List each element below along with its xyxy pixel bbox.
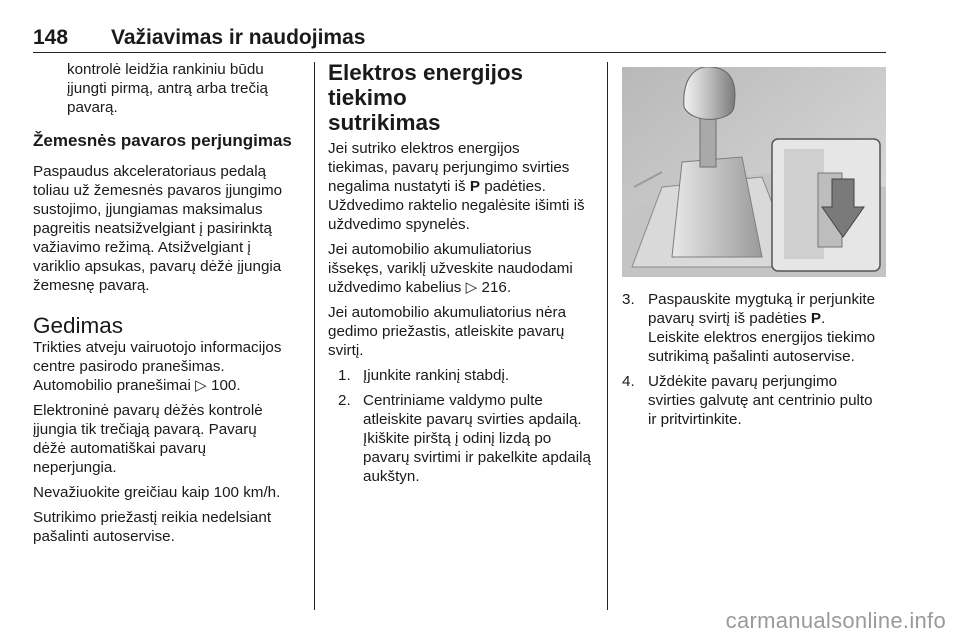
page-reference-link[interactable]: 100.: [211, 377, 241, 394]
power-failure-paragraph: Jei sutriko elektros energijos tiekimas, pavarų perjungimo svirties negalima nustatyti iš P padėties. Uždvedimo raktelio negalėsite išimti iš uždvedimo spynelės.: [328, 140, 585, 233]
page-reference-link[interactable]: 216.: [481, 279, 512, 296]
speed-warning: Nevažiuokite greičiau kaip 100 km/h.: [33, 484, 281, 501]
page-reference-icon: ▷: [195, 377, 207, 394]
list-item: 3. Paspauskite mygtuką ir perjunkite pavarų svirtį iš padėties P. Leiskite elektros energijos tiekimo sutrikimą pašalinti autoservise.: [622, 291, 876, 365]
column-divider-1: [314, 62, 315, 610]
transmission-paragraph: Elektroninė pavarų dėžės kontrolė įjungia tik trečiąją pavarą. Pavarų dėžė automatiškai pavarų neperjungia.: [33, 402, 263, 476]
intro-paragraph: kontrolė leidžia rankiniu būdu įjungti pirmą, antrą arba trečią pavarą.: [67, 61, 268, 116]
faults-paragraph: Trikties atveju vairuotojo informacijos centre pasirodo pranešimas. Automobilio pranešimai ▷ 100.: [33, 339, 282, 394]
column-divider-2: [607, 62, 608, 610]
heading-downshift: Žemesnės pavaros perjungimas: [33, 131, 292, 150]
page-reference-icon: ▷: [465, 279, 478, 296]
column-1: [33, 60, 301, 546]
page-header: [33, 22, 886, 53]
column-3: [622, 290, 886, 429]
heading-power-failure: Elektros energijos tiekimo sutrikimas: [328, 60, 524, 135]
downshift-paragraph: Paspaudus akceleratoriaus pedalą toliau už žemesnės pavaros įjungimo sustojimo, įjungiamas maksimalus pagreitis neatsižvelgiant į pasirinktą važiavimo režimą. Atsižvelgiant į variklio apsukas, pavarų dėžė įjungia žemesnę pavarą.: [33, 163, 283, 294]
steps-list: [328, 366, 598, 486]
service-paragraph: Sutrikimo priežastį reikia nedelsiant pašalinti autoservise.: [33, 509, 272, 545]
release-paragraph: Jei automobilio akumuliatorius nėra gedimo priežastis, atleiskite pavarų svirtį.: [328, 304, 567, 359]
steps-list-continued: [622, 290, 886, 429]
list-item: 1. Įjunkite rankinį stabdį.: [338, 367, 510, 384]
gear-lever-illustration: [622, 67, 886, 277]
battery-paragraph: Jei automobilio akumuliatorius išsekęs, variklį užveskite naudodami uždvedimo kabelius ▷ 216.: [328, 241, 573, 296]
list-item: 2. Centriniame valdymo pulte atleiskite pavarų svirties apdailą. Įkiškite pirštą į odinį lizdą po pavarų svirtimi ir pakelkite apdailą aukštyn.: [338, 392, 591, 485]
column-2: [328, 60, 598, 486]
list-item: 4. Uždėkite pavarų perjungimo svirties galvutę ant centrinio pulto ir pritvirtinkite.: [622, 373, 873, 428]
heading-faults: Gedimas: [33, 313, 124, 338]
page-number: 148: [33, 26, 69, 49]
gear-lever-drawing: [622, 67, 886, 277]
watermark: carmanualsonline.info: [725, 608, 946, 633]
chapter-title: Važiavimas ir naudojimas: [111, 26, 366, 49]
